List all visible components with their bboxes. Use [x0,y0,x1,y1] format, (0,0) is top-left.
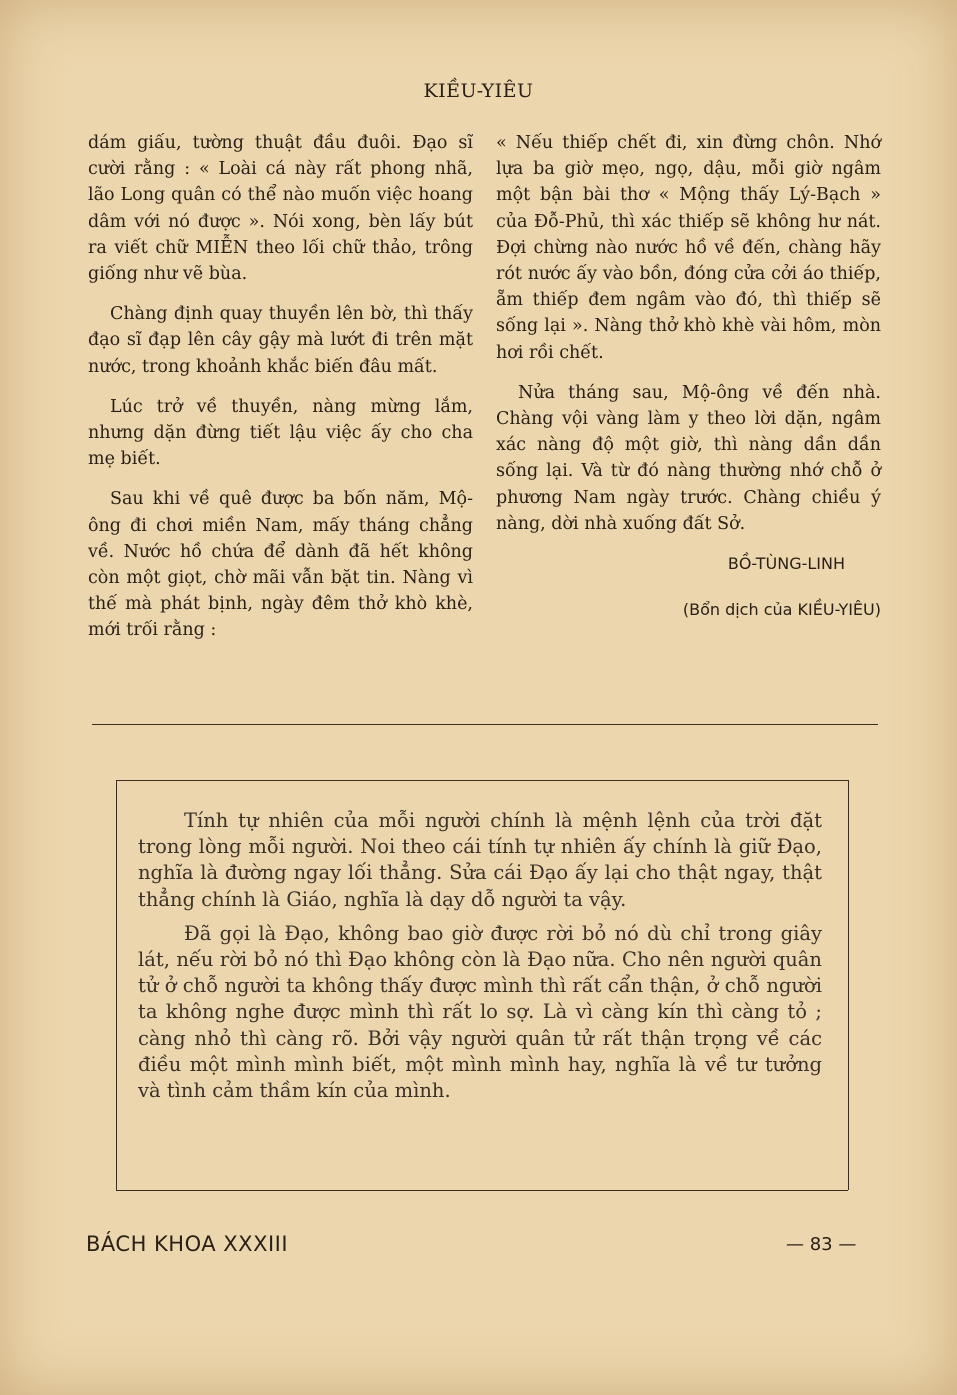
paragraph: « Nếu thiếp chết đi, xin đừng chôn. Nhớ lựa ba giờ mẹo, ngọ, dậu, mỗi giờ ngâm một bận bài thơ « Mộng thấy Lý-Bạch » của Đỗ-Phủ, thì xác thiếp sẽ không hư nát. Đợi chừng nào nước hồ về đến, chàng hãy rót nước ấy vào bồn, đóng cửa cởi áo thiếp, ẵm thiếp đem ngâm vào đó, thì thiếp sẽ sống lại ». Nàng thở khò khè vài hôm, mòn hơi rồi chết. [496,133,881,363]
right-column [496,130,881,637]
box-bottom-border [116,1190,848,1191]
paragraph: Chàng định quay thuyền lên bờ, thì thấy đạo sĩ đạp lên cây gậy mà lướt đi trên mặt nước, trong khoảnh khắc biến đâu mất. [88,304,473,377]
box-paragraph: Tính tự nhiên của mỗi người chính là mệnh lệnh của trời đặt trong lòng mỗi người. Noi theo cái tính tự nhiên ấy chính là giữ Đạo, nghĩa là đường ngay lối thẳng. Sửa cái Đạo ấy lại cho thật ngay, thật thẳng chính là Giáo, nghĩa là dạy dỗ người ta vậy. [138,809,822,911]
author-signature: BỒ-TÙNG-LINH [727,554,845,574]
magazine-title: BÁCH KHOA XXXIII [86,1232,289,1256]
paragraph: dám giấu, tường thuật đầu đuôi. Đạo sĩ cười rằng : « Loài cá này rất phong nhã, lão Long quân có thể nào muốn việc hoang dâm với nó được ». Nói xong, bèn lấy bút ra viết chữ MIỄN theo lối chữ thảo, trông giống như vẽ bùa. [88,133,473,285]
paragraph: Sau khi về quê được ba bốn năm, Mộ-ông đi chơi miền Nam, mấy tháng chẳng về. Nước hồ chứa để dành đã hết không còn một giọt, chờ mãi vẫn bặt tin. Nàng vì thế mà phát bịnh, ngày đêm thở khò khè, mới trối rằng : [88,489,473,641]
quote-box-text [138,808,822,1112]
translator-credit: (Bổn dịch của KIỀU-YIÊU) [682,600,881,620]
section-divider [92,724,878,725]
paragraph: Nửa tháng sau, Mộ-ông về đến nhà. Chàng vội vàng làm y theo lời dặn, ngâm xác nàng độ một giờ, thì nàng dần dần sống lại. Và từ đó nàng thường nhớ chỗ ở phương Nam ngày trước. Chàng chiều ý nàng, dời nhà xuống đất Sở. [496,382,881,534]
box-paragraph: Đã gọi là Đạo, không bao giờ được rời bỏ nó dù chỉ trong giây lát, nếu rời bỏ nó thì Đạo không còn là Đạo nữa. Cho nên người quân tử ở chỗ người ta không thấy được mình thì rất cẩn thận, ở chỗ người ta không nghe được mình thì rất lo sợ. Là vì càng kín thì càng tỏ ; càng nhỏ thì càng rõ. Bởi vậy người quân tử rất thận trọng về các điều một mình mình biết, một mình mình hay, nghĩa là về tư tưởng và tình cảm thầm kín của mình. [138,921,822,1103]
left-column [88,130,473,658]
running-head: KIỀU-YIÊU [423,80,534,102]
page-number: — 83 — [786,1234,857,1255]
paragraph: Lúc trở về thuyền, nàng mừng lắm, nhưng dặn đừng tiết lậu việc ấy cho cha mẹ biết. [88,396,473,470]
